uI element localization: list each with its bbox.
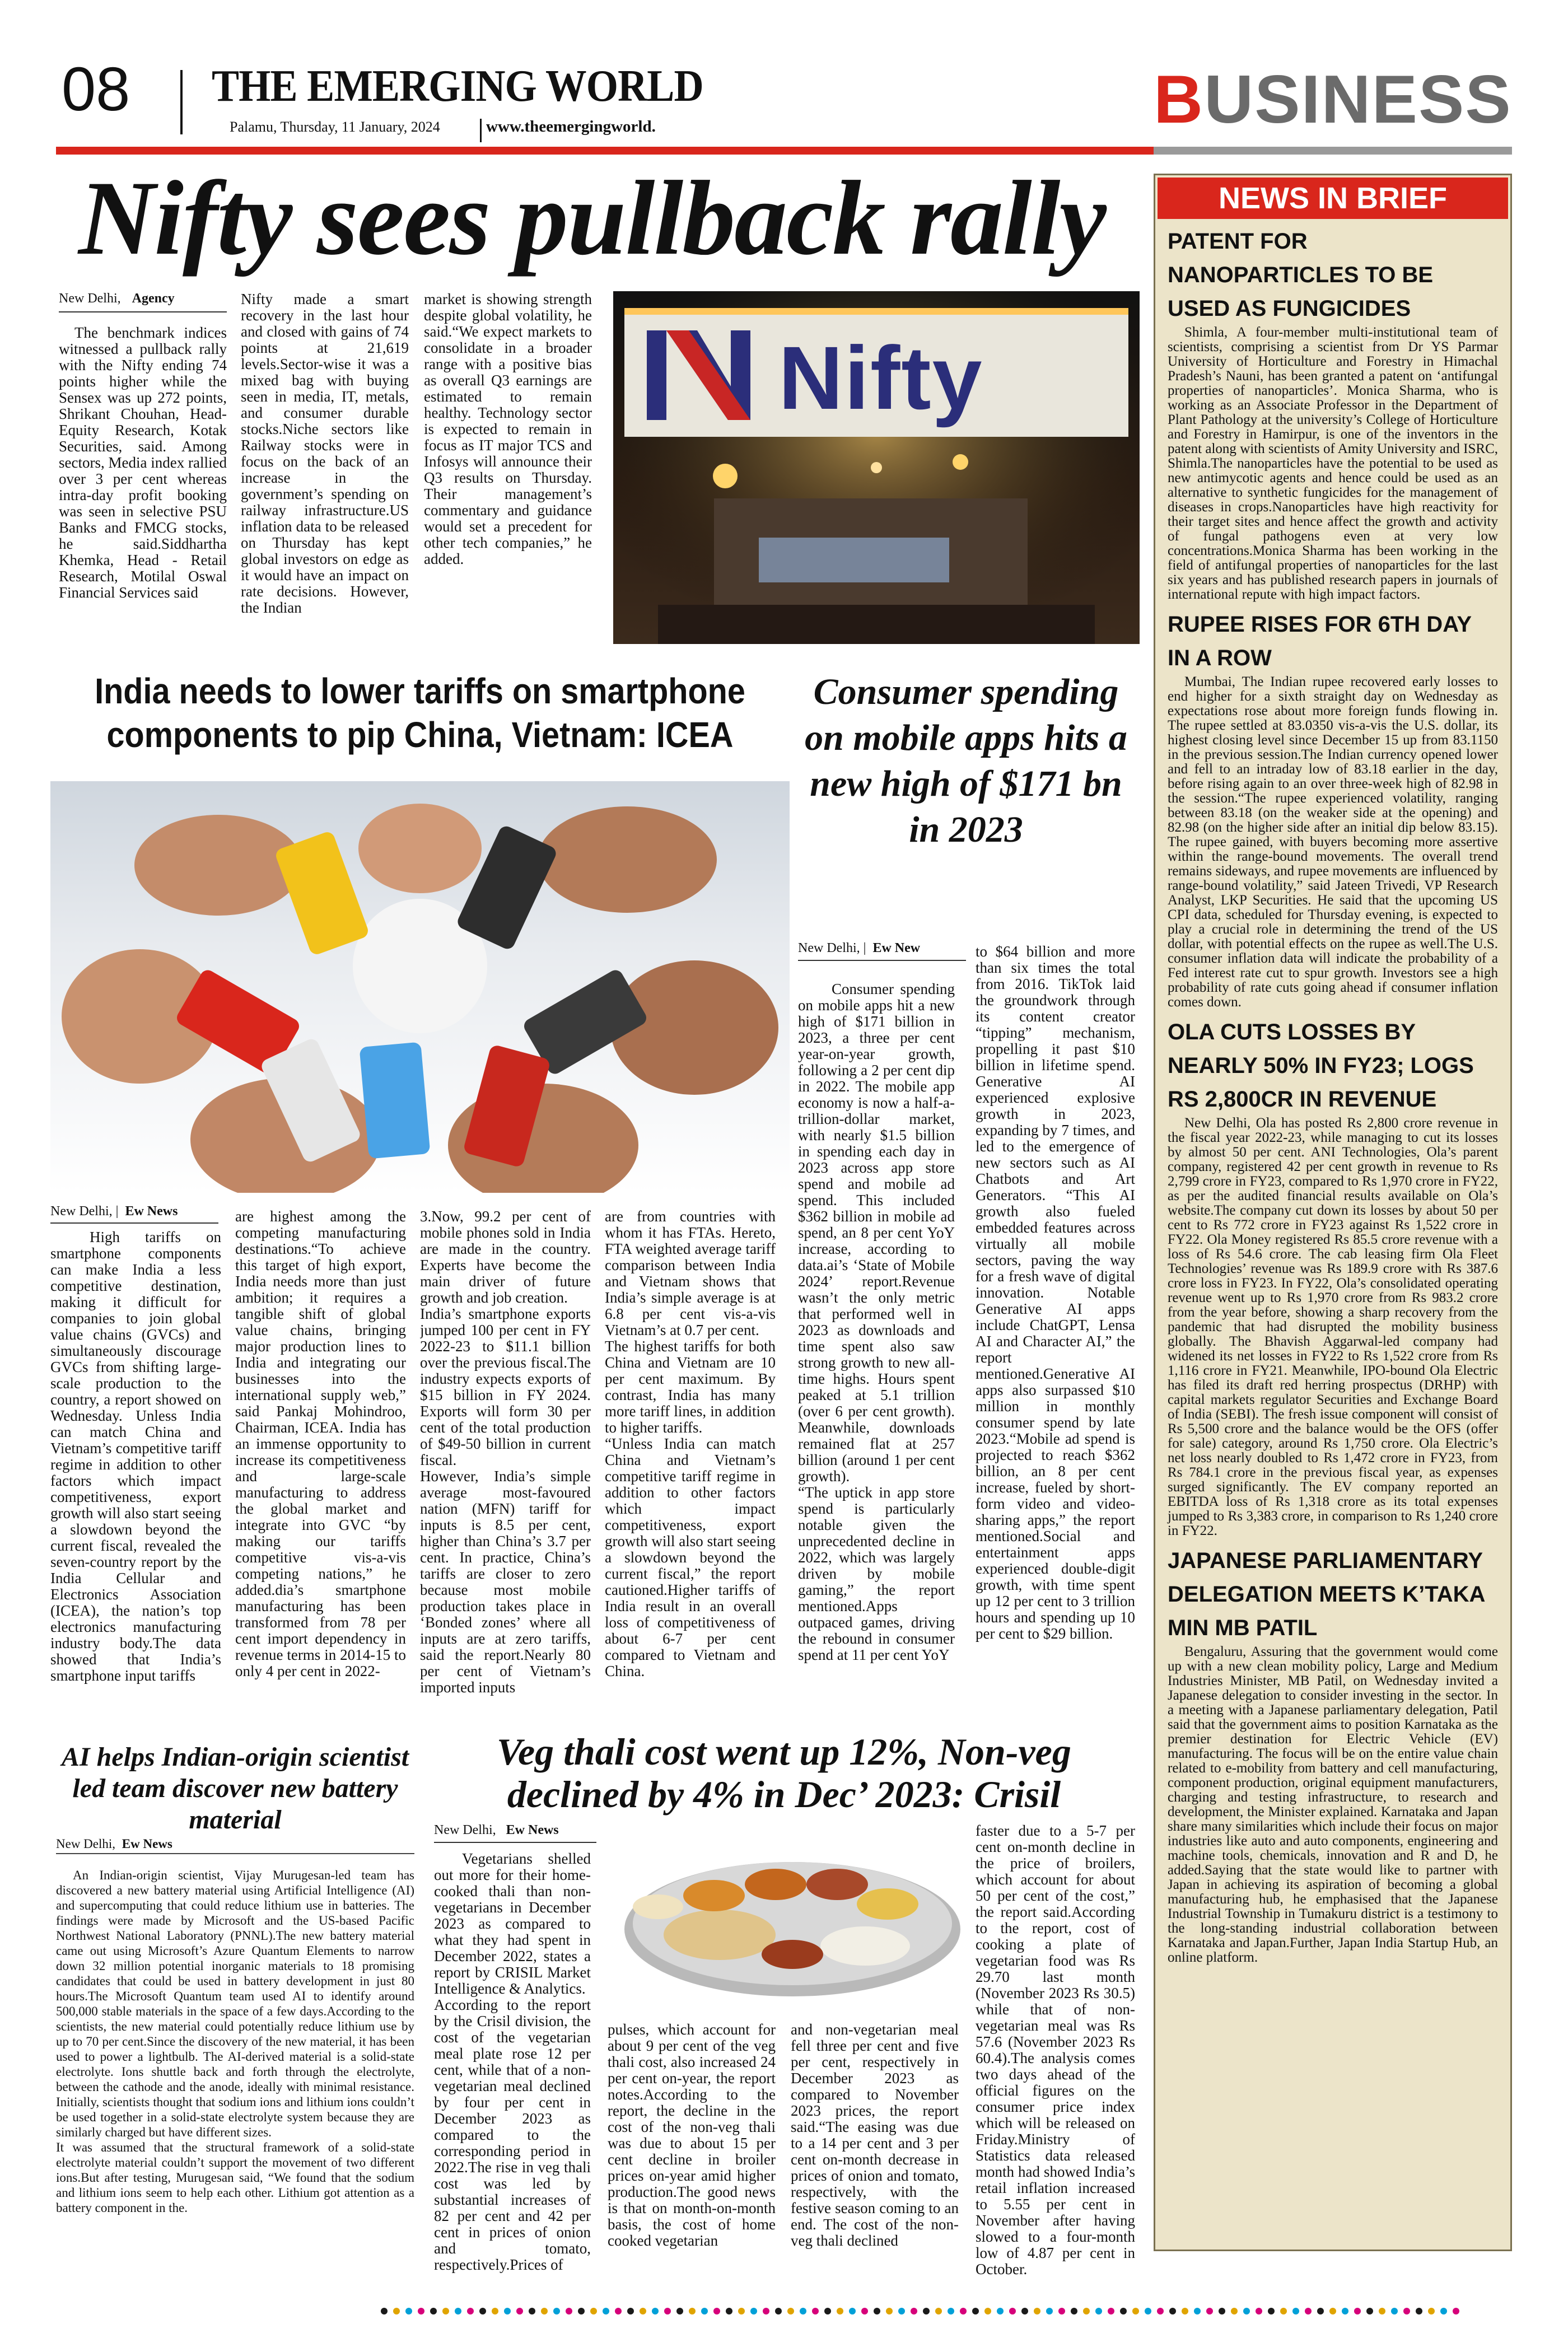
registration-dot: [738, 2308, 745, 2314]
consumer-column-1-text: Consumer spending on mobile apps hit a new high of $171 billion in 2023, a three per cent year-on-year growth, following a 2 per cent dip in 2022. The mobile app economy is now a half-a-trillion-dollar market, with nearly $1.5 billion in spending each day in 2023 across app store spend and mobile ad spend. This included $362 billion in mobile ad spend, an 8 per cent YoY increase, according to data.ai’s ‘State of Mobile 2024’ report.Revenue wasn’t the only metric that performed well in 2023 as downloads and time spent also saw strong growth to new all-time highs. Hours spent peaked at 5.1 trillion (over 6 per cent growth). Meanwhile, downloads remained flat at 257 billion (around 1 per cent growth). “The uptick in app store spend is particularly notable given the unprecedented decline in 2022, which was largely driven by mobile gaming,” the report mentioned.Apps outpaced games, driving the rebound in consumer spend at 11 per cent YoY: [798, 981, 955, 1663]
registration-dot: [381, 2308, 388, 2314]
registration-dot: [1046, 2308, 1053, 2314]
registration-dot: [984, 2308, 991, 2314]
thali-photo-art: [608, 1823, 977, 2008]
registration-dot: [1256, 2308, 1262, 2314]
battery-body-text: An Indian-origin scientist, Vijay Murugesan-led team has discovered a new battery material using Artificial Intelligence (AI) and supercomputing that could reduce lithium use in batteries. The findings were made by Microsoft and the US-based Pacific Northwest National Laboratory (PNNL).The new battery material came out using Microsoft’s Azure Quantum Elements to narrow down 32 million potential inorganic materials to 18 promising candidates that could be used in battery development in just 80 hours.The Microsoft Quantum team used AI to identify around 500,000 stable materials in the space of a few days.According to the scientists, the new material could potentially reduce lithium use by up to 70 per cent.Since the discovery of the new material, it has been used to power a lightbulb. The AI-derived material is a solid-state electrolyte. Ions shuttle back and forth through the electrolyte, between the cathode and the anode, ideally with minimal resistance. Initially, scientists thought that sodium ions and lithium ions couldn’t be used together in a solid-state electrolyte system because they are similarly charged but have different sizes. It was assumed that the structural framework of a solid-state electrolyte material couldn’t support the movement of two different ions.But after testing, Murugesan said, “We found that the sodium and lithium ions seem to help each other. Lithium got attention as a battery component in the.: [56, 1868, 414, 2215]
registration-dot: [664, 2308, 671, 2314]
tariff-headline-line-2: components to pip China, Vietnam: ICEA: [106, 715, 734, 755]
registration-dot: [479, 2308, 486, 2314]
registration-dot: [467, 2308, 474, 2314]
registration-dot: [948, 2308, 954, 2314]
lead-dateline-city: New Delhi,: [59, 291, 121, 306]
lead-column-1-text: The benchmark indices witnessed a pullback rally with the Nifty ending 74 points higher while the Sensex was up 272 points, Shrikant Chouhan, Head-Equity Research, Kotak Securities, said. Among sectors, Media index rallied over 3 per cent whereas intra-day profit booking was seen in selective PSU Banks and FMCG stocks, he said.Siddhartha Khemka, Head - Retail Research, Motilal Oswal Financial Services said: [59, 325, 227, 601]
masthead-divider: [180, 70, 183, 134]
registration-dot: [1391, 2308, 1398, 2314]
registration-dot: [1083, 2308, 1090, 2314]
registration-dot: [1440, 2308, 1447, 2314]
registration-dot: [405, 2308, 412, 2314]
registration-dot: [1009, 2308, 1016, 2314]
registration-dot: [972, 2308, 979, 2314]
registration-dot: [812, 2308, 819, 2314]
registration-dot: [393, 2308, 400, 2314]
registration-dot: [1021, 2308, 1028, 2314]
registration-dot: [504, 2308, 511, 2314]
news-in-brief-sidebar: [1154, 174, 1512, 2251]
registration-dot: [442, 2308, 449, 2314]
registration-dot: [1268, 2308, 1275, 2314]
brief-body-patent: Shimla, A four-member multi-institutional team of scientists, comprising a scientist from Dr YS Parmar University of Horticulture and Forestry in Himachal Pradesh’s Nauni, has been granted a patent on ‘antifungal properties of nanoparticles’. Monica Sharma, who is working as an Associate Professor in the Department of Plant Pathology at the university’s College of Horticulture and Forestry in Hamirpur, is one of the inventors in the patent along with scientists of Amity University and ISRC, Shimla.The nanoparticles have the potential to be used as new antimycotic agents and hence could be used as an alternative to synthetic fungicides for the management of diseases in crops.Nanoparticles have high reactivity for their target sites and hence affect the growth and activity of fungal pathogens even at very low concentrations.Monica Sharma has been working in the field of antifungal properties of nanoparticles for the last six years and has published research papers in journals of international repute with high impact factors.: [1168, 325, 1498, 602]
news-in-brief-banner: NEWS IN BRIEF: [1158, 178, 1508, 219]
registration-dot: [1157, 2308, 1164, 2314]
section-title: [1154, 63, 1512, 136]
tariff-column-1-text: High tariffs on smartphone components can make India a less competitive destination, making it difficult for companies to join global value chains (GVCs) and simultaneously discourage GVCs from shifting large-scale production to the country, a report showed on Wednesday. Unless India can match China and Vietnam’s competitive tariff regime in addition to other factors which impact competitiveness, export growth will also start seeing a slowdown beyond the current fiscal, revealed the seven-country report by the India Cellular and Electronics Association (ICEA), the nation’s top electronics manufacturing industry body.The data showed that India’s smartphone input tariffs: [50, 1229, 221, 1684]
registration-dot: [455, 2308, 461, 2314]
website-divider: [480, 119, 482, 142]
lead-headline: Nifty sees pullback rally: [78, 160, 1105, 277]
nifty-photo: [613, 291, 1140, 644]
thali-column-3-text: and non-vegetarian meal fell three per cent and five per cent, respectively in December 2023 as compared to November 2023 prices, the report said.“The easing was due to a 14 per cent and 3 per cent on-month decrease in prices of onion and tomato, respectively, with the festive season coming to an end. The cost of the non-veg thali declined: [791, 2022, 959, 2249]
issue-dateline: Palamu, Thursday, 11 January, 2024: [230, 119, 440, 135]
brief-headline-ola: OLA CUTS LOSSES BY NEARLY 50% IN FY23; LOGS RS 2,800CR IN REVENUE: [1168, 1020, 1474, 1112]
thali-column-1-text: Vegetarians shelled out more for their home-cooked thali than non-vegetarians in December 2023 as compared to what they had spent in December 2022, states a report by CRISIL Market Intelligence & Analytics. According to the report by the Crisil division, the cost of the vegetarian meal plate rose 12 per cent, while that of a non-vegetarian meal declined by four per cent in December 2023 as compared to the corresponding period in 2022.The rise in veg thali cost was led by substantial increases of 82 per cent and 42 per cent in prices of onion and tomato, respectively.Prices of: [434, 1851, 591, 2273]
registration-dot: [418, 2308, 424, 2314]
lead-dateline: [59, 291, 175, 306]
brief-headline-patent: PATENT FOR NANOPARTICLES TO BE USED AS FUNGICIDES: [1168, 229, 1434, 321]
registration-dot: [1219, 2308, 1225, 2314]
brief-item-ola: [1168, 1015, 1498, 1538]
thali-column-4: [976, 1823, 1135, 2282]
consumer-dateline: [798, 941, 920, 956]
registration-dot: [861, 2308, 868, 2314]
registration-dot: [898, 2308, 905, 2314]
brief-item-japan: [1168, 1544, 1498, 1965]
battery-dateline-agency: Ew News: [122, 1837, 172, 1851]
website-link[interactable]: www.theemergingworld.: [486, 118, 656, 136]
registration-dot: [1354, 2308, 1361, 2314]
registration-dot: [1108, 2308, 1114, 2314]
registration-dot: [1292, 2308, 1299, 2314]
registration-dot: [886, 2308, 893, 2314]
registration-dot: [1403, 2308, 1410, 2314]
brief-content: [1155, 221, 1510, 1965]
registration-dot: [676, 2308, 683, 2314]
tariff-column-3: [420, 1208, 591, 1700]
registration-dot: [775, 2308, 782, 2314]
registration-dot: [787, 2308, 794, 2314]
tariff-headline: [92, 669, 748, 757]
registration-dot: [1317, 2308, 1324, 2314]
battery-dateline-city: New Delhi,: [56, 1837, 116, 1851]
registration-dot: [1145, 2308, 1151, 2314]
thali-column-1: [434, 1851, 591, 2282]
registration-dot: [763, 2308, 769, 2314]
registration-dot: [1182, 2308, 1188, 2314]
battery-dateline: [56, 1837, 172, 1851]
registration-dot: [726, 2308, 732, 2314]
registration-dot: [566, 2308, 572, 2314]
registration-dot: [911, 2308, 917, 2314]
brief-item-patent: [1168, 225, 1498, 602]
registration-dot: [1058, 2308, 1065, 2314]
registration-dot: [1416, 2308, 1422, 2314]
consumer-headline: Consumer spending on mobile apps hits a new high of $171 bn in 2023: [805, 671, 1127, 850]
tariff-column-2-text: are highest among the competing manufacturing destinations.“To achieve this target of high export, India needs more than just ambition; it requires a tangible shift of global value chains, bringing major production lines to India and integrating our businesses into the international supply web,” said Pankaj Mohindroo, Chairman, ICEA. India has an immense opportunity to increase its competitiveness and large-scale manufacturing to address the global market and integrate into GVC “by making our tariffs competitive vis-a-vis competing nations,” he added.dia’s smartphone manufacturing has been transformed from 78 per cent import dependency in revenue terms in 2014-15 to only 4 per cent in 2022-: [235, 1208, 406, 1679]
brief-body-japan: Bengaluru, Assuring that the government would come up with a new clean mobility policy, Large and Medium Industries Minister, MB Patil, on Wednesday invited a Japanese delegation to consider investing in the sector. In a meeting with a Japanese parliamentary delegation, Patil said that the government aims to position Karnataka as the premier destination for Electric Vehicle (EV) manufacturing. The focus will be on the entire value chain related to e-mobility from battery and cell manufacturing, component production, original equipment manufacturers, charging and testing infrastructure, to research and development, the Minister explained. Karnataka and Japan share many similarities which include their focus on major industries like auto and auto components, engineering and machine tools, chemicals, innovation and R and D, he added.Saying that the state would like to partner with Japan in achieving its aspiration of becoming a global manufacturing hub, he emphasised that the Japanese Industrial Township in Tumakuru district is a testimony to the long-standing industrial collaboration between Karnataka and Japan.Further, Japan India Startup Hub, an online platform.: [1168, 1644, 1498, 1965]
thali-column-3: [791, 2022, 959, 2282]
smartphones-photo-art: [50, 781, 790, 1193]
registration-dot: [430, 2308, 437, 2314]
registration-dot: [713, 2308, 720, 2314]
thali-headline: Veg thali cost went up 12%, Non-veg declined by 4% in Dec’ 2023: Crisil: [497, 1730, 1071, 1816]
registration-dot: [627, 2308, 634, 2314]
tariff-dateline-agency: Ew News: [125, 1204, 178, 1219]
registration-dot: [1071, 2308, 1077, 2314]
tariff-column-4: [605, 1208, 776, 1700]
brief-body-ola: New Delhi, Ola has posted Rs 2,800 crore revenue in the fiscal year 2022-23, while managing to cut its losses by almost 50 per cent. ANI Technologies, Ola’s parent company, registered 42 per cent growth in revenue to Rs 2,799 crore in FY23, compared to Rs 1,970 crore in FY22, as per the audited financial results available on Ola’s website.The company cut down its losses by about 50 per cent to Rs 772 crore in FY23 against Rs 1,522 crore in FY22. Ola Money registered Rs 85.5 crore revenue with a loss of Rs 54.6 crore. The cab leasing firm Ola Fleet Technologies’ revenue was Rs 189.9 crore with Rs 387.6 crore loss in FY23. In FY22, Ola’s consolidated operating revenue went up to Rs 1,970 crore from Rs 983.2 crore from the year before, showing a sharp recovery from the pandemic that had disrupted the mobility business globally. The Bhavish Aggarwal-led company had widened its net losses in FY22 to Rs 1,522 crore from Rs 1,116 crore in FY21. Meanwhile, IPO-bound Ola Electric has filed its draft red herring prospectus (DRHP) with capital markets regulator Securities and Exchange Board of India (SEBI). The fresh issue component will consist of Rs 5,500 crore and the balance would be the OFS (offer for sale) category, around Rs 1,750 crore. Ola Electric’s net loss nearly doubled to Rs 1,472 crore in FY23, from Rs 784.1 crore in the previous fiscal year, as expenses surged significantly. The EV company reported an EBITDA loss of Rs 1,318 crore as its total expenses jumped to Rs 3,383 crore, in comparison to Rs 1,240 crore in FY22.: [1168, 1116, 1498, 1538]
registration-dot: [874, 2308, 880, 2314]
registration-dot: [1379, 2308, 1385, 2314]
registration-dot: [1428, 2308, 1435, 2314]
lead-dateline-rule: [59, 311, 227, 312]
thali-column-4-text: faster due to a 5-7 per cent on-month decline in the price of broilers, which account for about 50 per cent of the cost,” the report said.According to the report, cost of cooking a plate of vegetarian food was Rs 29.70 last month (November 2023 Rs 30.5) while that of non-vegetarian meal was Rs 57.6 (November 2023 Rs 60.4).The analysis comes two days ahead of the official figures on the consumer price index which will be released on Friday.Ministry of Statistics data released month had showed India’s retail inflation increased to 5.55 per cent in November after having slowed to a four-month low of 4.87 per cent in October.: [976, 1823, 1135, 2278]
nifty-logo-text: Nifty: [778, 328, 983, 428]
consumer-column-2-text: to $64 billion and more than six times the total from 2016. TikTok laid the groundwork through its content creator “tipping” mechanism, propelling it past $10 billion in lifetime spend. Generative AI experienced explosive growth in 2023, expanding by 7 times, and led to the emergence of new sectors such as AI Chatbots and Art Generators. “This AI growth also fueled embedded features across virtually all mobile sectors, paving the way for a fresh wave of digital innovation. Notable Generative AI apps include ChatGPT, Lensa AI and Character AI,” the report mentioned.Generative AI apps also surpassed $10 million in monthly consumer spend by late 2023.“Mobile ad spend is projected to reach $362 billion, an 8 per cent increase, fueled by short-form video and video-sharing apps,” the report mentioned.Social and entertainment apps experienced double-digit growth, with time spent up 12 per cent to 3 trillion hours and spending up 10 per cent to $29 billion.: [976, 944, 1135, 1642]
registration-dot: [849, 2308, 856, 2314]
lead-column-2-text: Nifty made a smart recovery in the last hour and closed with gains of 74 points at 21,619 levels.Sector-wise it was a mixed bag with buying seen in media, IT, metals, and consumer durable stocks.Niche sectors like Railway stocks were in focus on the back of an increase in the government’s spending on railway infrastructure.US inflation data to be released on Thursday has kept global investors on edge as it would have an impact on rate decisions. However, the Indian: [241, 291, 409, 616]
registration-dot: [1329, 2308, 1336, 2314]
tariff-column-4-text: are from countries with whom it has FTAs. Hereto, FTA weighted average tariff comparison between India and Vietnam shows that India’s simple average is at 6.8 per cent vis-a-vis Vietnam’s at 0.7 per cent. The highest tariffs for both China and Vietnam are 10 per cent maximum. By contrast, India has many more tariff lines, in addition to higher tariffs. “Unless India can match China and Vietnam’s competitive tariff regime in addition to other factors which impact competitiveness, export growth will also start seeing a slowdown beyond the current fiscal,” the report cautioned.Higher tariffs of India result in an overall loss of competitiveness of about 6-7 per cent compared to Vietnam and China.: [605, 1208, 776, 1679]
smartphones-photo: [50, 781, 790, 1193]
registration-dot: [1243, 2308, 1250, 2314]
registration-dot: [1120, 2308, 1127, 2314]
registration-dot: [652, 2308, 659, 2314]
lead-column-2: [241, 291, 409, 644]
battery-dateline-rule: [56, 1853, 414, 1854]
registration-dot: [578, 2308, 585, 2314]
tariff-dateline-city: New Delhi, |: [50, 1204, 119, 1219]
tariff-headline-line-1: India needs to lower tariffs on smartphone: [95, 671, 745, 711]
lead-column-1: [59, 325, 227, 644]
registration-dot: [800, 2308, 806, 2314]
tariff-column-1: [50, 1229, 221, 1700]
registration-dot: [553, 2308, 560, 2314]
registration-dot: [1169, 2308, 1176, 2314]
page-number: 08: [62, 55, 130, 124]
registration-dot: [1366, 2308, 1373, 2314]
registration-dot: [1095, 2308, 1102, 2314]
registration-dot: [1342, 2308, 1348, 2314]
brief-body-rupee: Mumbai, The Indian rupee recovered early losses to end higher for a sixth straight day on Wednesday as expectations rose about more foreign funds flowing in. The rupee settled at 83.0350 vis-a-vis the U.S. dollar, its highest closing level since December 15 up from 83.1150 in the previous session.The Indian currency opened lower and fell to an intraday low of 83.18 earlier in the day, before rising again to an over three-week high of 82.98 in the session.“The rupee experienced volatility, ranging between 83.18 (on the weaker side at the opening) and 82.98 (on the higher side after an initial dip below 83.15). The rupee gained, with buyers becoming more assertive within the range-bound movements. The overall trend remains sideways, and rupee movements are influenced by range-bound volatility,” said Jateen Trivedi, VP Research Analyst, LKP Securities. He said that the upcoming US CPI data, scheduled for Thursday evening, is expected to play a crucial role in determining the trend of the US dollar, with potential effects on the rupee as well.The U.S. consumer inflation data will indicate the probability of a Fed interest rate cut to spur growth. Investors see a high probability of rate cuts going ahead if consumer inflation comes down.: [1168, 674, 1498, 1010]
registration-dot: [615, 2308, 622, 2314]
registration-dot: [1280, 2308, 1287, 2314]
registration-dot: [824, 2308, 831, 2314]
registration-dot: [1194, 2308, 1201, 2314]
registration-dot: [1206, 2308, 1213, 2314]
section-title-rest: USINESS: [1204, 61, 1512, 137]
tariff-column-3-text: 3.Now, 99.2 per cent of mobile phones sold in India are made in the country. Experts have become the main driver of future growth and job creation. India’s smartphone exports jumped 100 per cent in FY 2022-23 to $11.1 billion over the previous fiscal.The industry expects exports of $15 billion in FY 2024. Exports will form 30 per cent of the total production of $49-50 billion in current fiscal. However, India’s simple average most-favoured nation (MFN) tariff for inputs is 8.5 per cent, higher than China’s 3.7 per cent. In practice, China’s tariffs are closer to zero because most mobile production takes place in ‘Bonded zones’ where all inputs are at zero tariffs, said the report.Nearly 80 per cent of Vietnam’s imported inputs: [420, 1208, 591, 1696]
registration-dot: [960, 2308, 967, 2314]
consumer-column-1: [798, 981, 955, 1704]
thali-dateline: [434, 1823, 559, 1838]
brief-headline-japan: JAPANESE PARLIAMENTARY DELEGATION MEETS K’TAKA MIN MB PATIL: [1168, 1548, 1485, 1640]
registration-dot: [1305, 2308, 1312, 2314]
masthead-rule-grey: [1154, 147, 1512, 155]
paper-name: THE EMERGING WORLD: [212, 62, 703, 111]
thali-column-2: [608, 2022, 776, 2282]
lead-dateline-agency: Agency: [132, 291, 175, 306]
registration-dot: [541, 2308, 548, 2314]
registration-dot: [837, 2308, 843, 2314]
consumer-dateline-agency: Ew New: [872, 941, 921, 955]
thali-photo: [608, 1823, 977, 2008]
footer-color-dots: [381, 2307, 1501, 2318]
thali-dateline-rule: [434, 1842, 596, 1843]
registration-dot: [516, 2308, 523, 2314]
registration-dot: [701, 2308, 708, 2314]
registration-dot: [1132, 2308, 1139, 2314]
tariff-column-2: [235, 1208, 406, 1700]
registration-dot: [689, 2308, 696, 2314]
registration-dot: [492, 2308, 498, 2314]
registration-dot: [750, 2308, 757, 2314]
registration-dot: [1034, 2308, 1040, 2314]
brief-item-rupee: [1168, 608, 1498, 1010]
registration-dot: [1453, 2308, 1459, 2314]
registration-dot: [590, 2308, 597, 2314]
lead-column-3-text: market is showing strength despite global volatility, he said.“We expect markets to consolidate in a broader range with a positive bias as overall Q3 earnings are estimated to remain healthy. Technology sector is expected to remain in focus as IT major TCS and Infosys will announce their Q3 results on Thursday. Their management’s commentary and guidance would set a precedent for other tech companies,” he added.: [424, 291, 592, 567]
lead-column-3: [424, 291, 592, 644]
thali-dateline-agency: Ew News: [506, 1823, 559, 1837]
registration-dot: [923, 2308, 930, 2314]
registration-dot: [997, 2308, 1004, 2314]
thali-dateline-city: New Delhi,: [434, 1823, 496, 1837]
section-title-first-letter: B: [1154, 61, 1205, 137]
registration-dot: [603, 2308, 609, 2314]
registration-dot: [529, 2308, 535, 2314]
tariff-dateline-rule: [50, 1222, 218, 1224]
registration-dot: [935, 2308, 942, 2314]
battery-body: [56, 1868, 414, 2282]
registration-dot: [1231, 2308, 1238, 2314]
thali-column-2-text: pulses, which account for about 9 per cent of the veg thali cost, also increased 24 per cent on-year, the report notes.According to the report, the decline in the cost of the non-veg thali was due to about 15 per cent decline in broiler prices on-year amid higher production.The good news is that on month-on-month basis, the cost of home cooked vegetarian: [608, 2022, 776, 2249]
consumer-dateline-rule: [798, 960, 966, 961]
tariff-dateline: [50, 1204, 178, 1219]
brief-headline-rupee: RUPEE RISES FOR 6TH DAY IN A ROW: [1168, 612, 1472, 670]
consumer-dateline-city: New Delhi, |: [798, 941, 866, 955]
masthead-rule-red: [56, 147, 1154, 155]
consumer-column-2: [976, 944, 1135, 1704]
registration-dot: [640, 2308, 646, 2314]
battery-headline: AI helps Indian-origin scientist led team discover new battery material: [61, 1742, 409, 1835]
